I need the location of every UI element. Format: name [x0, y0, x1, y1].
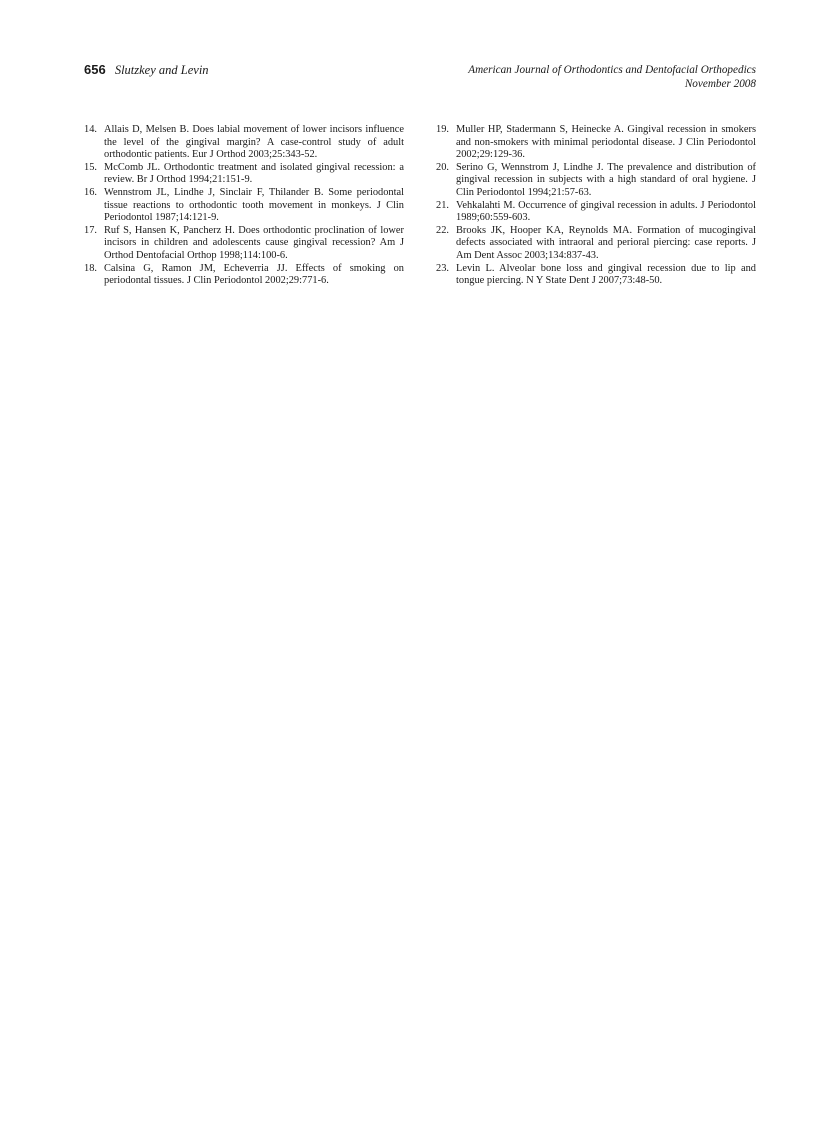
header-left: [84, 62, 209, 78]
reference-item: [84, 124, 404, 162]
reference-item: [436, 162, 756, 200]
reference-text: Ruf S, Hansen K, Pancherz H. Does orthodontic proclination of lower incisors in children and adolescents cause gingival recession? Am J Orthod Dentofacial Orthop 1998;114:100-6.: [104, 224, 404, 261]
reference-item: [436, 225, 756, 263]
reference-item: [436, 200, 756, 225]
reference-text: Calsina G, Ramon JM, Echeverria JJ. Effects of smoking on periodontal tissues. J Clin Periodontol 2002;29:771-6.: [104, 262, 404, 287]
reference-item: [84, 187, 404, 225]
reference-number: 14.: [84, 124, 97, 135]
reference-text: Vehkalahti M. Occurrence of gingival recession in adults. J Periodontol 1989;60:559-603.: [456, 199, 756, 224]
reference-number: 18.: [84, 262, 97, 274]
reference-item: [84, 225, 404, 263]
reference-text: Muller HP, Stadermann S, Heinecke A. Gingival recession in smokers and non-smokers with minimal periodontal disease. J Clin Periodontol 2002;29:129-36.: [456, 124, 756, 161]
reference-number: 15.: [84, 161, 97, 173]
reference-text: Levin L. Alveolar bone loss and gingival recession due to lip and tongue piercing. N Y State Dent J 2007;73:48-50.: [456, 262, 756, 287]
references-left-column: [84, 124, 404, 288]
reference-number: 19.: [436, 124, 449, 135]
page-header: [84, 62, 756, 102]
reference-text: Serino G, Wennstrom J, Lindhe J. The prevalence and distribution of gingival recession in subjects with a high standard of oral hygiene. J Clin Periodontol 1994;21:57-63.: [456, 161, 756, 198]
reference-item: [436, 263, 756, 288]
reference-number: 16.: [84, 186, 97, 198]
page-number: 656: [84, 62, 106, 77]
running-head-authors: Slutzkey and Levin: [114, 63, 209, 77]
header-right: [468, 63, 756, 91]
reference-number: 22.: [436, 224, 449, 236]
reference-number: 23.: [436, 262, 449, 274]
reference-text: Allais D, Melsen B. Does labial movement of lower incisors influence the level of the gingival margin? A case-control study of adult orthodontic patients. Eur J Orthod 2003;25:343-52.: [104, 124, 404, 161]
journal-title: American Journal of Orthodontics and Dentofacial Orthopedics: [468, 64, 756, 76]
issue-date: November 2008: [684, 78, 756, 90]
reference-text: McComb JL. Orthodontic treatment and isolated gingival recession: a review. Br J Orthod 1994;21:151-9.: [104, 161, 404, 186]
reference-item: [84, 162, 404, 187]
reference-text: Wennstrom JL, Lindhe J, Sinclair F, Thilander B. Some periodontal tissue reactions to orthodontic tooth movement in monkeys. J Clin Periodontol 1987;14:121-9.: [104, 186, 404, 224]
reference-item: [436, 124, 756, 162]
reference-text: Brooks JK, Hooper KA, Reynolds MA. Formation of mucogingival defects associated with intraoral and perioral piercing: case reports. J Am Dent Assoc 2003;134:837-43.: [456, 224, 756, 261]
references-right-column: [436, 124, 756, 288]
reference-item: [84, 263, 404, 288]
reference-number: 20.: [436, 161, 449, 173]
reference-number: 21.: [436, 199, 449, 211]
reference-number: 17.: [84, 224, 97, 236]
